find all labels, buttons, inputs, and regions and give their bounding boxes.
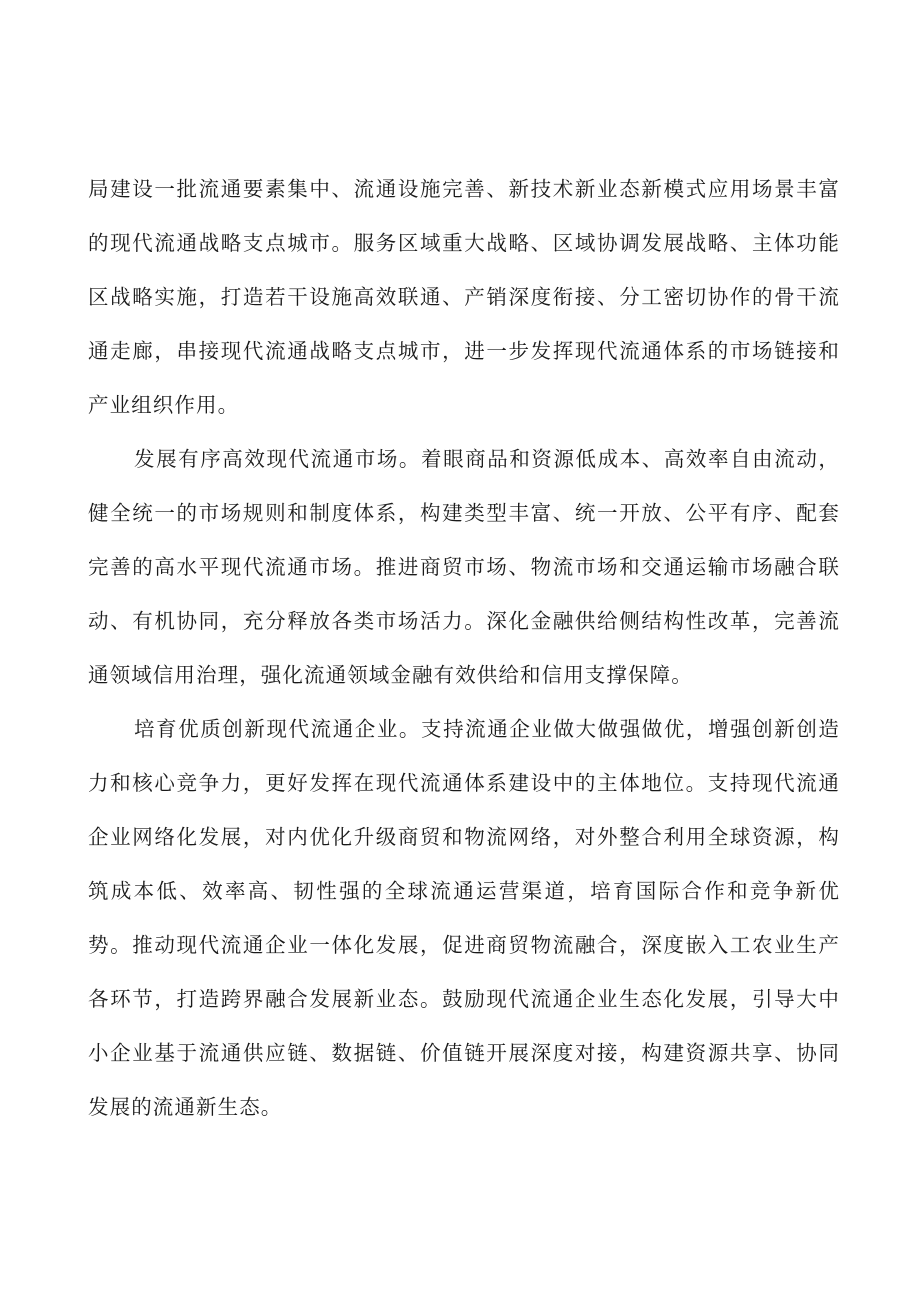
paragraph-circulation-enterprises: 培育优质创新现代流通企业。支持流通企业做大做强做优，增强创新创造力和核心竞争力，更好发挥在现代流通体系建设中的主体地位。支持现代流通企业网络化发展，对内优化升级商贸和物流网络，对外整合利用全球资源，构筑成本低、效率高、韧性强的全球流通运营渠道，培育国际合作和竞争新优势。推动现代流通企业一体化发展，促进商贸物流融合，深度嵌入工农业生产各环节，打造跨界融合发展新业态。鼓励现代流通企业生态化发展，引导大中小企业基于流通供应链、数据链、价值链开展深度对接，构建资源共享、协同发展的流通新生态。 xyxy=(88,717,840,1119)
document-body xyxy=(88,162,840,1134)
paragraph-circulation-market: 发展有序高效现代流通市场。着眼商品和资源低成本、高效率自由流动，健全统一的市场规则和制度体系，构建类型丰富、统一开放、公平有序、配套完善的高水平现代流通市场。推进商贸市场、物流市场和交通运输市场融合联动、有机协同，充分释放各类市场活力。深化金融供给侧结构性改革，完善流通领域信用治理，强化流通领域金融有效供给和信用支撑保障。 xyxy=(88,447,840,687)
paragraph-continued: 局建设一批流通要素集中、流通设施完善、新技术新业态新模式应用场景丰富的现代流通战略支点城市。服务区域重大战略、区域协调发展战略、主体功能区战略实施，打造若干设施高效联通、产销深度衔接、分工密切协作的骨干流通走廊，串接现代流通战略支点城市，进一步发挥现代流通体系的市场链接和产业组织作用。 xyxy=(88,177,840,417)
